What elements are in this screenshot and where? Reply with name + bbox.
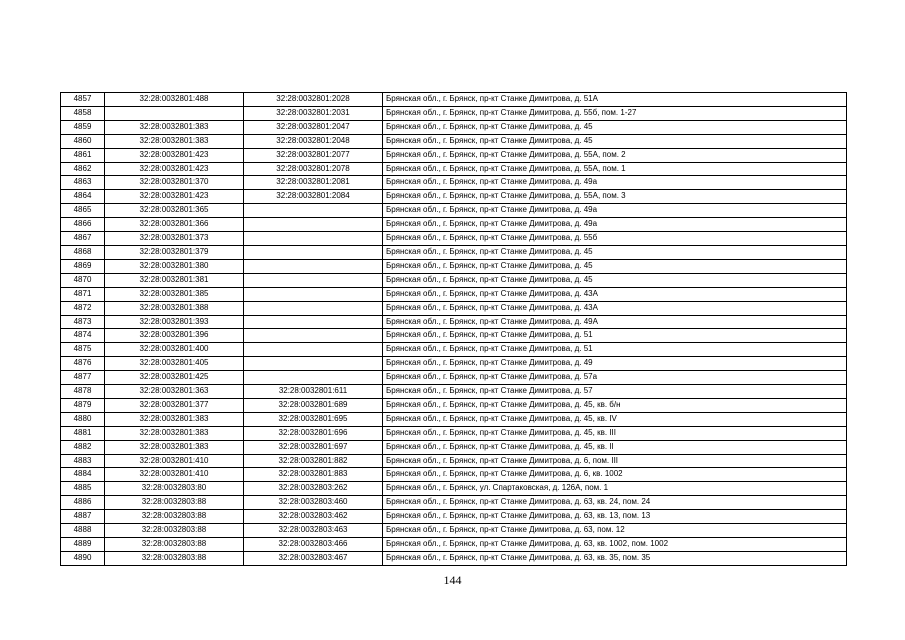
object-cadastral-number-cell xyxy=(244,301,383,315)
address-cell: Брянская обл., г. Брянск, пр-кт Станке Димитрова, д. 63, кв. 13, пом. 13 xyxy=(383,510,847,524)
address-cell: Брянская обл., г. Брянск, пр-кт Станке Димитрова, д. 51А xyxy=(383,93,847,107)
object-cadastral-number-cell xyxy=(244,357,383,371)
address-cell: Брянская обл., г. Брянск, пр-кт Станке Димитрова, д. 51 xyxy=(383,343,847,357)
land-cadastral-number-cell: 32:28:0032801:385 xyxy=(105,287,244,301)
land-cadastral-number-cell: 32:28:0032803:88 xyxy=(105,538,244,552)
address-cell: Брянская обл., г. Брянск, пр-кт Станке Димитрова, д. 6, пом. III xyxy=(383,454,847,468)
address-cell: Брянская обл., г. Брянск, пр-кт Станке Димитрова, д. 45, кв. б/н xyxy=(383,398,847,412)
row-number-cell: 4884 xyxy=(61,468,105,482)
object-cadastral-number-cell: 32:28:0032803:466 xyxy=(244,538,383,552)
land-cadastral-number-cell: 32:28:0032801:383 xyxy=(105,440,244,454)
table-row xyxy=(61,371,847,385)
row-number-cell: 4862 xyxy=(61,162,105,176)
address-cell: Брянская обл., г. Брянск, пр-кт Станке Димитрова, д. 45 xyxy=(383,259,847,273)
table-row xyxy=(61,273,847,287)
address-cell: Брянская обл., г. Брянск, пр-кт Станке Димитрова, д. 63, кв. 24, пом. 24 xyxy=(383,496,847,510)
object-cadastral-number-cell xyxy=(244,259,383,273)
object-cadastral-number-cell: 32:28:0032801:2078 xyxy=(244,162,383,176)
table-row xyxy=(61,510,847,524)
land-cadastral-number-cell: 32:28:0032801:423 xyxy=(105,162,244,176)
table-row xyxy=(61,426,847,440)
object-cadastral-number-cell: 32:28:0032801:2081 xyxy=(244,176,383,190)
address-cell: Брянская обл., г. Брянск, пр-кт Станке Димитрова, д. 49а xyxy=(383,176,847,190)
object-cadastral-number-cell: 32:28:0032801:2084 xyxy=(244,190,383,204)
object-cadastral-number-cell xyxy=(244,273,383,287)
land-cadastral-number-cell: 32:28:0032801:363 xyxy=(105,385,244,399)
address-cell: Брянская обл., г. Брянск, пр-кт Станке Димитрова, д. 55А, пом. 1 xyxy=(383,162,847,176)
object-cadastral-number-cell: 32:28:0032803:460 xyxy=(244,496,383,510)
land-cadastral-number-cell: 32:28:0032801:488 xyxy=(105,93,244,107)
object-cadastral-number-cell: 32:28:0032801:696 xyxy=(244,426,383,440)
object-cadastral-number-cell: 32:28:0032801:697 xyxy=(244,440,383,454)
table-row xyxy=(61,412,847,426)
row-number-cell: 4857 xyxy=(61,93,105,107)
object-cadastral-number-cell xyxy=(244,232,383,246)
object-cadastral-number-cell xyxy=(244,371,383,385)
table-row xyxy=(61,482,847,496)
row-number-cell: 4880 xyxy=(61,412,105,426)
row-number-cell: 4881 xyxy=(61,426,105,440)
address-cell: Брянская обл., г. Брянск, пр-кт Станке Димитрова, д. 49а xyxy=(383,204,847,218)
table-row xyxy=(61,148,847,162)
address-cell: Брянская обл., г. Брянск, пр-кт Станке Димитрова, д. 63, кв. 1002, пом. 1002 xyxy=(383,538,847,552)
table-row xyxy=(61,551,847,565)
address-cell: Брянская обл., г. Брянск, пр-кт Станке Димитрова, д. 6, кв. 1002 xyxy=(383,468,847,482)
table-row xyxy=(61,454,847,468)
address-cell: Брянская обл., г. Брянск, пр-кт Станке Димитрова, д. 45, кв. IV xyxy=(383,412,847,426)
object-cadastral-number-cell xyxy=(244,245,383,259)
registry-table-body xyxy=(61,93,847,566)
table-row xyxy=(61,176,847,190)
address-cell: Брянская обл., г. Брянск, пр-кт Станке Димитрова, д. 55А, пом. 2 xyxy=(383,148,847,162)
table-row xyxy=(61,315,847,329)
table-row xyxy=(61,398,847,412)
table-row xyxy=(61,245,847,259)
land-cadastral-number-cell: 32:28:0032801:400 xyxy=(105,343,244,357)
object-cadastral-number-cell: 32:28:0032803:262 xyxy=(244,482,383,496)
table-row xyxy=(61,190,847,204)
object-cadastral-number-cell: 32:28:0032801:695 xyxy=(244,412,383,426)
row-number-cell: 4861 xyxy=(61,148,105,162)
land-cadastral-number-cell: 32:28:0032801:370 xyxy=(105,176,244,190)
row-number-cell: 4874 xyxy=(61,329,105,343)
object-cadastral-number-cell: 32:28:0032803:462 xyxy=(244,510,383,524)
row-number-cell: 4886 xyxy=(61,496,105,510)
table-row xyxy=(61,357,847,371)
table-row xyxy=(61,496,847,510)
address-cell: Брянская обл., г. Брянск, пр-кт Станке Димитрова, д. 45, кв. II xyxy=(383,440,847,454)
object-cadastral-number-cell xyxy=(244,218,383,232)
row-number-cell: 4871 xyxy=(61,287,105,301)
row-number-cell: 4865 xyxy=(61,204,105,218)
table-row xyxy=(61,343,847,357)
object-cadastral-number-cell: 32:28:0032801:689 xyxy=(244,398,383,412)
address-cell: Брянская обл., г. Брянск, пр-кт Станке Димитрова, д. 45 xyxy=(383,134,847,148)
land-cadastral-number-cell: 32:28:0032801:380 xyxy=(105,259,244,273)
land-cadastral-number-cell: 32:28:0032801:373 xyxy=(105,232,244,246)
land-cadastral-number-cell: 32:28:0032801:410 xyxy=(105,468,244,482)
object-cadastral-number-cell: 32:28:0032801:611 xyxy=(244,385,383,399)
object-cadastral-number-cell xyxy=(244,329,383,343)
land-cadastral-number-cell: 32:28:0032801:383 xyxy=(105,412,244,426)
object-cadastral-number-cell: 32:28:0032801:882 xyxy=(244,454,383,468)
registry-table xyxy=(60,92,847,566)
address-cell: Брянская обл., г. Брянск, пр-кт Станке Димитрова, д. 63, пом. 12 xyxy=(383,524,847,538)
table-row xyxy=(61,440,847,454)
land-cadastral-number-cell: 32:28:0032803:88 xyxy=(105,510,244,524)
row-number-cell: 4870 xyxy=(61,273,105,287)
object-cadastral-number-cell: 32:28:0032801:2048 xyxy=(244,134,383,148)
object-cadastral-number-cell xyxy=(244,343,383,357)
land-cadastral-number-cell: 32:28:0032801:410 xyxy=(105,454,244,468)
land-cadastral-number-cell xyxy=(105,106,244,120)
table-row xyxy=(61,385,847,399)
table-row xyxy=(61,204,847,218)
land-cadastral-number-cell: 32:28:0032803:88 xyxy=(105,551,244,565)
land-cadastral-number-cell: 32:28:0032801:396 xyxy=(105,329,244,343)
row-number-cell: 4866 xyxy=(61,218,105,232)
address-cell: Брянская обл., г. Брянск, пр-кт Станке Димитрова, д. 43А xyxy=(383,287,847,301)
land-cadastral-number-cell: 32:28:0032801:383 xyxy=(105,426,244,440)
address-cell: Брянская обл., г. Брянск, пр-кт Станке Димитрова, д. 49а xyxy=(383,218,847,232)
table-row xyxy=(61,93,847,107)
object-cadastral-number-cell: 32:28:0032803:467 xyxy=(244,551,383,565)
land-cadastral-number-cell: 32:28:0032801:365 xyxy=(105,204,244,218)
table-row xyxy=(61,120,847,134)
row-number-cell: 4883 xyxy=(61,454,105,468)
object-cadastral-number-cell xyxy=(244,315,383,329)
row-number-cell: 4873 xyxy=(61,315,105,329)
table-row xyxy=(61,106,847,120)
table-row xyxy=(61,329,847,343)
table-row xyxy=(61,524,847,538)
address-cell: Брянская обл., г. Брянск, пр-кт Станке Димитрова, д. 55б, пом. 1-27 xyxy=(383,106,847,120)
row-number-cell: 4868 xyxy=(61,245,105,259)
row-number-cell: 4872 xyxy=(61,301,105,315)
table-row xyxy=(61,468,847,482)
address-cell: Брянская обл., г. Брянск, ул. Спартаковская, д. 126А, пом. 1 xyxy=(383,482,847,496)
address-cell: Брянская обл., г. Брянск, пр-кт Станке Димитрова, д. 49А xyxy=(383,315,847,329)
address-cell: Брянская обл., г. Брянск, пр-кт Станке Димитрова, д. 45 xyxy=(383,245,847,259)
address-cell: Брянская обл., г. Брянск, пр-кт Станке Димитрова, д. 45 xyxy=(383,120,847,134)
land-cadastral-number-cell: 32:28:0032801:383 xyxy=(105,134,244,148)
row-number-cell: 4882 xyxy=(61,440,105,454)
row-number-cell: 4863 xyxy=(61,176,105,190)
row-number-cell: 4867 xyxy=(61,232,105,246)
land-cadastral-number-cell: 32:28:0032803:88 xyxy=(105,524,244,538)
address-cell: Брянская обл., г. Брянск, пр-кт Станке Димитрова, д. 55б xyxy=(383,232,847,246)
land-cadastral-number-cell: 32:28:0032803:80 xyxy=(105,482,244,496)
row-number-cell: 4877 xyxy=(61,371,105,385)
object-cadastral-number-cell: 32:28:0032801:2031 xyxy=(244,106,383,120)
table-row xyxy=(61,538,847,552)
object-cadastral-number-cell: 32:28:0032801:883 xyxy=(244,468,383,482)
table-row xyxy=(61,301,847,315)
land-cadastral-number-cell: 32:28:0032801:423 xyxy=(105,148,244,162)
address-cell: Брянская обл., г. Брянск, пр-кт Станке Димитрова, д. 55А, пом. 3 xyxy=(383,190,847,204)
address-cell: Брянская обл., г. Брянск, пр-кт Станке Димитрова, д. 49 xyxy=(383,357,847,371)
row-number-cell: 4890 xyxy=(61,551,105,565)
row-number-cell: 4864 xyxy=(61,190,105,204)
row-number-cell: 4859 xyxy=(61,120,105,134)
row-number-cell: 4888 xyxy=(61,524,105,538)
address-cell: Брянская обл., г. Брянск, пр-кт Станке Димитрова, д. 63, кв. 35, пом. 35 xyxy=(383,551,847,565)
address-cell: Брянская обл., г. Брянск, пр-кт Станке Димитрова, д. 45, кв. III xyxy=(383,426,847,440)
row-number-cell: 4860 xyxy=(61,134,105,148)
row-number-cell: 4858 xyxy=(61,106,105,120)
land-cadastral-number-cell: 32:28:0032803:88 xyxy=(105,496,244,510)
table-row xyxy=(61,218,847,232)
row-number-cell: 4875 xyxy=(61,343,105,357)
row-number-cell: 4885 xyxy=(61,482,105,496)
land-cadastral-number-cell: 32:28:0032801:405 xyxy=(105,357,244,371)
table-row xyxy=(61,287,847,301)
row-number-cell: 4887 xyxy=(61,510,105,524)
land-cadastral-number-cell: 32:28:0032801:423 xyxy=(105,190,244,204)
row-number-cell: 4879 xyxy=(61,398,105,412)
address-cell: Брянская обл., г. Брянск, пр-кт Станке Димитрова, д. 51 xyxy=(383,329,847,343)
land-cadastral-number-cell: 32:28:0032801:425 xyxy=(105,371,244,385)
object-cadastral-number-cell: 32:28:0032801:2028 xyxy=(244,93,383,107)
table-row xyxy=(61,134,847,148)
address-cell: Брянская обл., г. Брянск, пр-кт Станке Димитрова, д. 57а xyxy=(383,371,847,385)
table-row xyxy=(61,232,847,246)
object-cadastral-number-cell xyxy=(244,287,383,301)
land-cadastral-number-cell: 32:28:0032801:393 xyxy=(105,315,244,329)
table-row xyxy=(61,259,847,273)
object-cadastral-number-cell: 32:28:0032801:2047 xyxy=(244,120,383,134)
row-number-cell: 4889 xyxy=(61,538,105,552)
table-row xyxy=(61,162,847,176)
object-cadastral-number-cell: 32:28:0032803:463 xyxy=(244,524,383,538)
land-cadastral-number-cell: 32:28:0032801:388 xyxy=(105,301,244,315)
page-number: 144 xyxy=(443,573,462,587)
row-number-cell: 4876 xyxy=(61,357,105,371)
object-cadastral-number-cell xyxy=(244,204,383,218)
row-number-cell: 4869 xyxy=(61,259,105,273)
address-cell: Брянская обл., г. Брянск, пр-кт Станке Димитрова, д. 45 xyxy=(383,273,847,287)
land-cadastral-number-cell: 32:28:0032801:366 xyxy=(105,218,244,232)
land-cadastral-number-cell: 32:28:0032801:381 xyxy=(105,273,244,287)
address-cell: Брянская обл., г. Брянск, пр-кт Станке Димитрова, д. 57 xyxy=(383,385,847,399)
row-number-cell: 4878 xyxy=(61,385,105,399)
land-cadastral-number-cell: 32:28:0032801:383 xyxy=(105,120,244,134)
address-cell: Брянская обл., г. Брянск, пр-кт Станке Димитрова, д. 43А xyxy=(383,301,847,315)
object-cadastral-number-cell: 32:28:0032801:2077 xyxy=(244,148,383,162)
land-cadastral-number-cell: 32:28:0032801:377 xyxy=(105,398,244,412)
land-cadastral-number-cell: 32:28:0032801:379 xyxy=(105,245,244,259)
